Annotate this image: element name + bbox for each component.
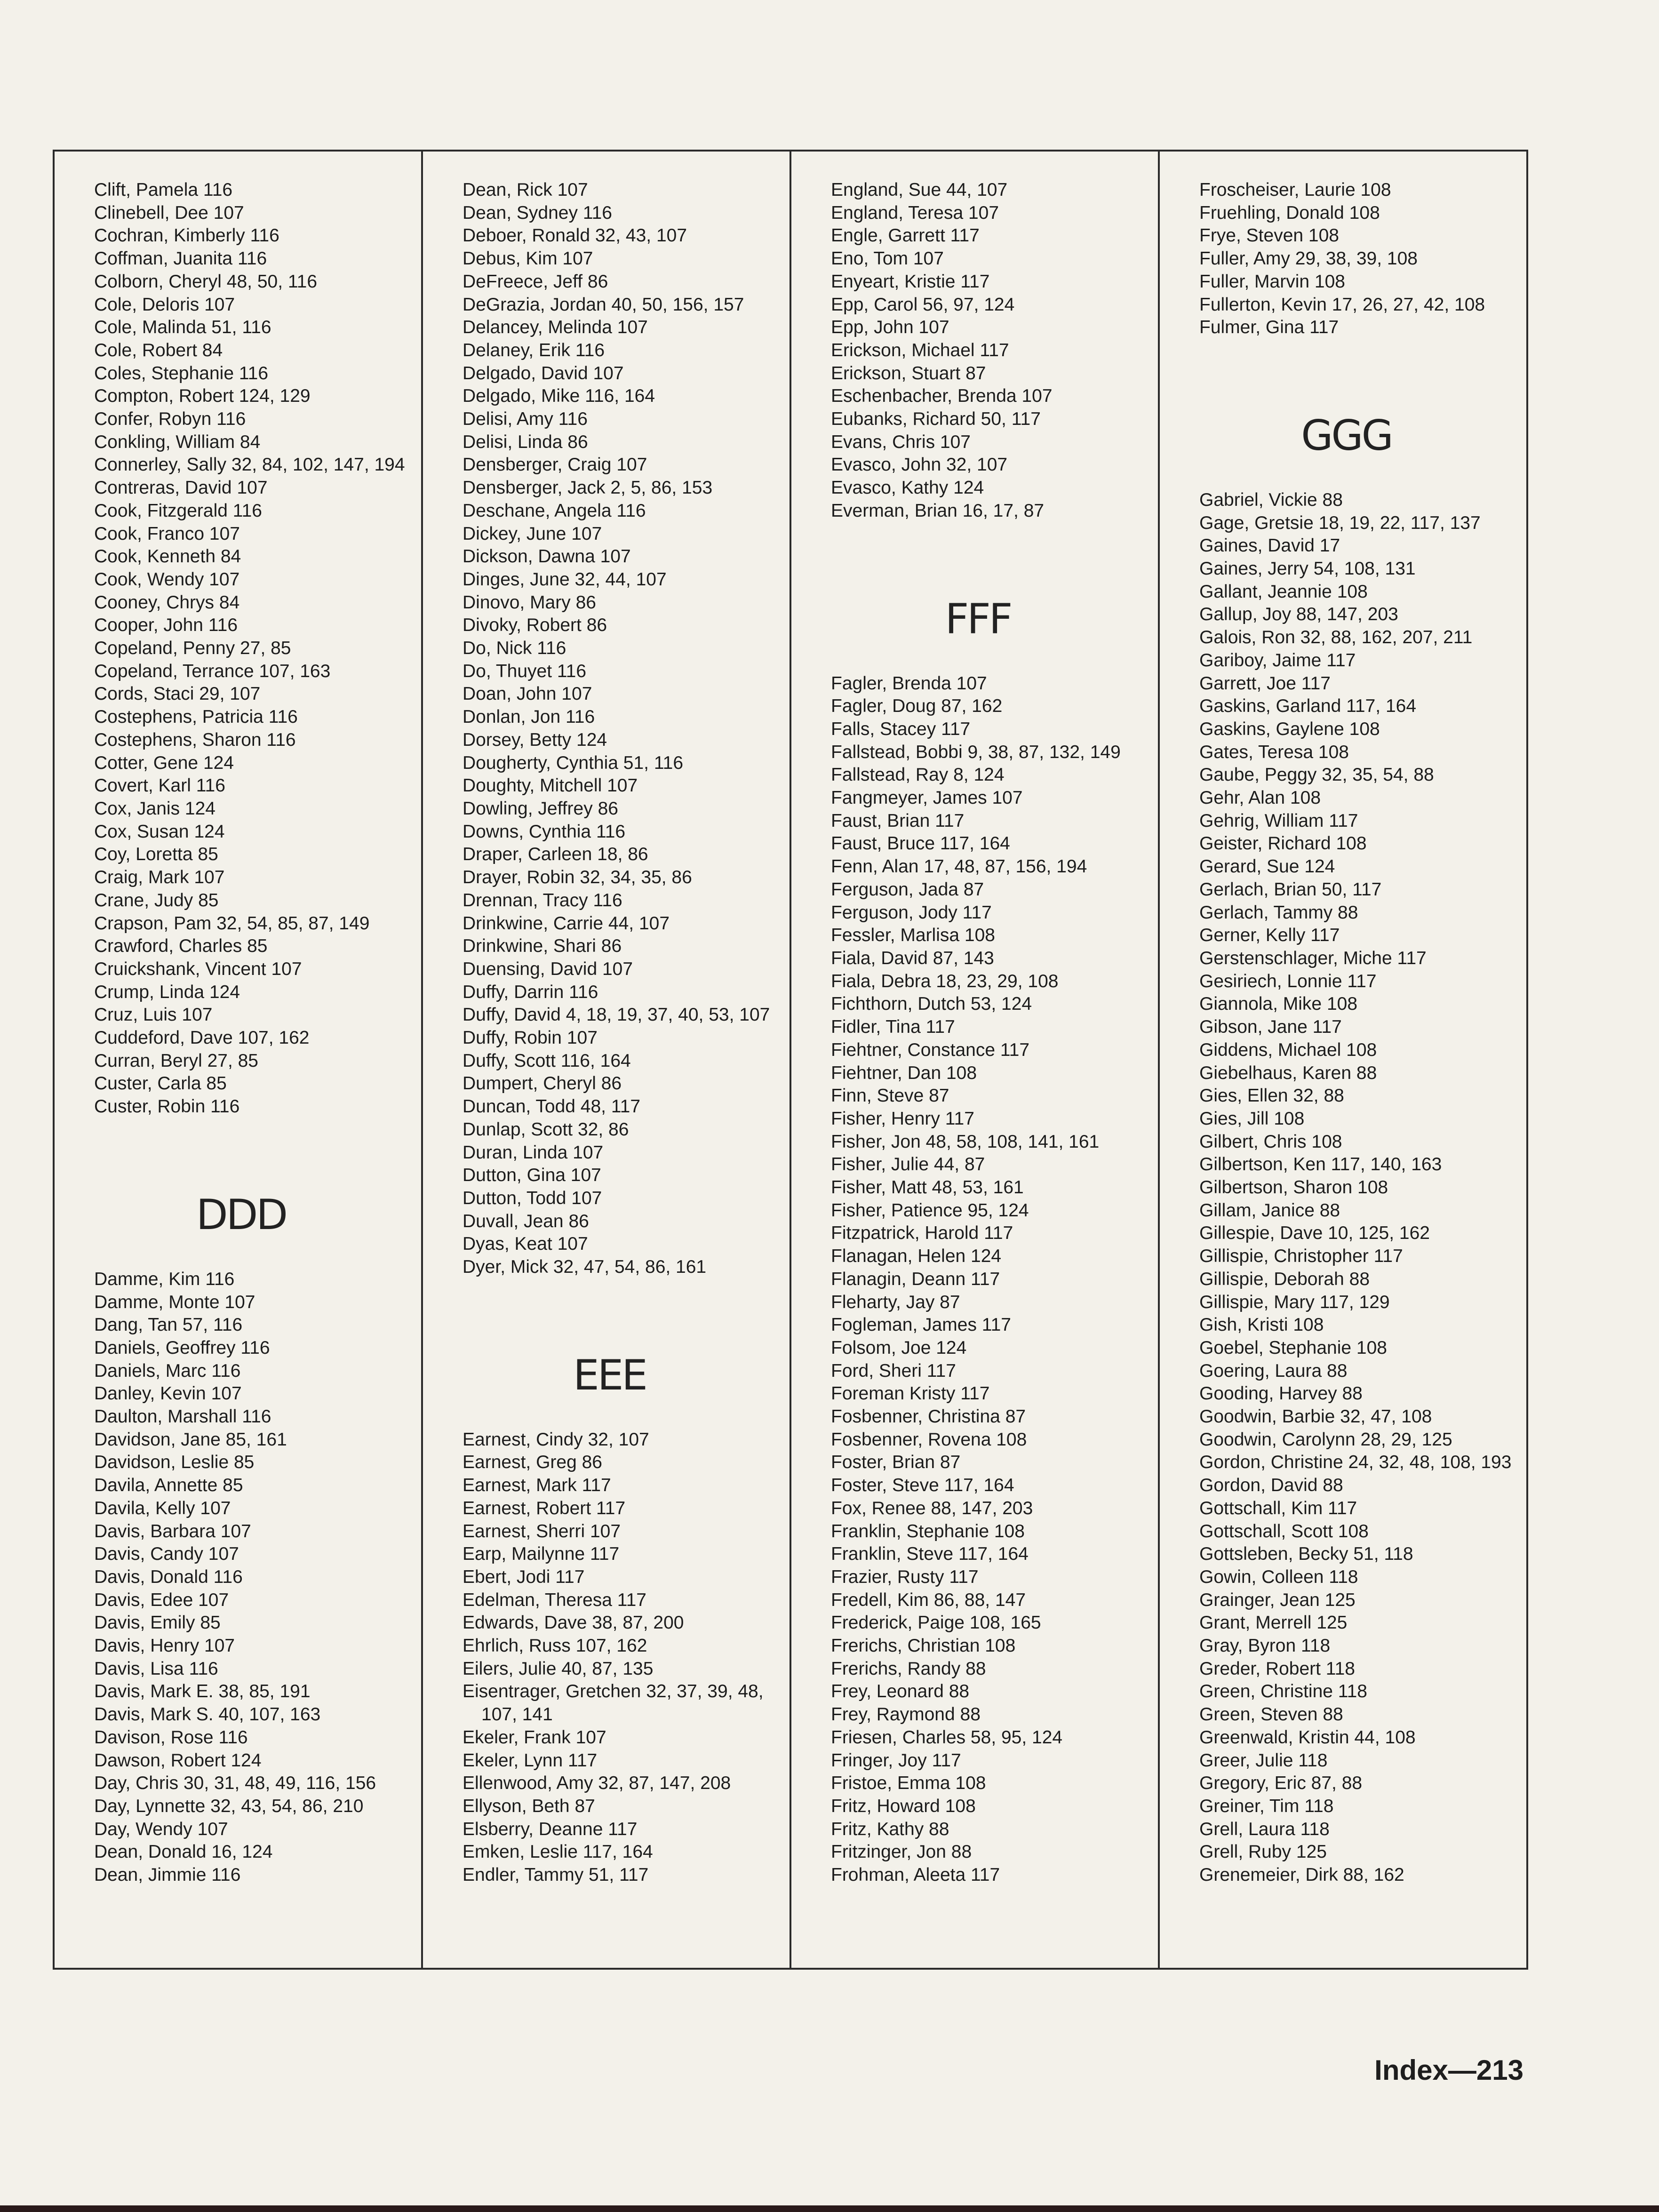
index-entry: Gariboy, Jaime 117 <box>1199 650 1356 671</box>
index-entry: Davis, Emily 85 <box>94 1613 221 1633</box>
index-entry: Curran, Beryl 27, 85 <box>94 1050 259 1071</box>
letter-heading: EEE <box>573 1350 646 1399</box>
index-entry: Erickson, Michael 117 <box>831 340 1009 360</box>
index-entry: Fessler, Marlisa 108 <box>831 925 995 946</box>
index-entry: Day, Wendy 107 <box>94 1819 228 1839</box>
index-entry: Frerichs, Christian 108 <box>831 1636 1016 1656</box>
index-entry: Finn, Steve 87 <box>831 1086 949 1106</box>
index-entry: Giannola, Mike 108 <box>1199 994 1358 1014</box>
index-entry: Earnest, Robert 117 <box>463 1498 626 1518</box>
index-entry: Eilers, Julie 40, 87, 135 <box>463 1658 654 1679</box>
index-entry: Gowin, Colleen 118 <box>1199 1566 1358 1587</box>
index-entry: Grenemeier, Dirk 88, 162 <box>1199 1865 1404 1885</box>
index-entry: Frazier, Rusty 117 <box>831 1566 979 1587</box>
index-entry: Doan, John 107 <box>463 684 592 704</box>
index-entry: Fleharty, Jay 87 <box>831 1292 960 1312</box>
index-entry: Ferguson, Jody 117 <box>831 902 992 923</box>
index-entry: Davidson, Jane 85, 161 <box>94 1429 287 1450</box>
index-entry: Fuller, Amy 29, 38, 39, 108 <box>1199 248 1418 269</box>
index-entry: DeGrazia, Jordan 40, 50, 156, 157 <box>463 294 744 315</box>
index-entry: Dougherty, Cynthia 51, 116 <box>463 752 684 773</box>
index-entry: Crawford, Charles 85 <box>94 936 268 957</box>
index-entry: Fisher, Jon 48, 58, 108, 141, 161 <box>831 1131 1100 1152</box>
index-entry: Garrett, Joe 117 <box>1199 673 1331 694</box>
index-entry: Frey, Leonard 88 <box>831 1681 970 1702</box>
index-entry: Dean, Rick 107 <box>463 180 588 200</box>
index-entry: Gooding, Harvey 88 <box>1199 1383 1363 1404</box>
index-entry: Gerlach, Brian 50, 117 <box>1199 879 1382 900</box>
index-entry: Fichthorn, Dutch 53, 124 <box>831 994 1032 1014</box>
index-entry: Fiala, David 87, 143 <box>831 948 994 968</box>
index-entry: Ehrlich, Russ 107, 162 <box>463 1636 647 1656</box>
index-entry: Fullerton, Kevin 17, 26, 27, 42, 108 <box>1199 294 1485 315</box>
index-entry: Dutton, Gina 107 <box>463 1165 601 1186</box>
index-entry: Daulton, Marshall 116 <box>94 1406 271 1427</box>
index-entry: Duran, Linda 107 <box>463 1142 604 1163</box>
index-entry: Duffy, Scott 116, 164 <box>463 1050 631 1071</box>
index-entry: Cook, Wendy 107 <box>94 569 240 590</box>
index-entry: Confer, Robyn 116 <box>94 409 246 430</box>
index-entry: Davis, Mark E. 38, 85, 191 <box>94 1681 311 1702</box>
index-entry: Cords, Staci 29, 107 <box>94 684 261 704</box>
index-entry: DeFreece, Jeff 86 <box>463 271 608 292</box>
index-entry: Delisi, Amy 116 <box>463 409 588 430</box>
index-entry: Duncan, Todd 48, 117 <box>463 1096 641 1117</box>
index-entry: Gillespie, Dave 10, 125, 162 <box>1199 1223 1430 1244</box>
index-entry: Damme, Kim 116 <box>94 1269 235 1289</box>
index-entry: Goering, Laura 88 <box>1199 1360 1348 1381</box>
index-entry: England, Teresa 107 <box>831 202 999 223</box>
index-entry: Coffman, Juanita 116 <box>94 248 267 269</box>
index-entry: Drennan, Tracy 116 <box>463 890 622 910</box>
index-entry: Donlan, Jon 116 <box>463 707 595 727</box>
index-entry: Davis, Henry 107 <box>94 1636 235 1656</box>
index-entry: Grant, Merrell 125 <box>1199 1613 1348 1633</box>
index-entry: Gaskins, Garland 117, 164 <box>1199 696 1417 717</box>
index-entry: Dyer, Mick 32, 47, 54, 86, 161 <box>463 1257 707 1278</box>
index-entry: Gillispie, Deborah 88 <box>1199 1269 1370 1289</box>
index-entry: Emken, Leslie 117, 164 <box>463 1842 653 1862</box>
index-entry: Costephens, Patricia 116 <box>94 707 298 727</box>
index-entry: Davila, Kelly 107 <box>94 1498 231 1518</box>
index-entry: Fristoe, Emma 108 <box>831 1773 986 1794</box>
index-entry: Day, Lynnette 32, 43, 54, 86, 210 <box>94 1796 364 1816</box>
index-entry: Day, Chris 30, 31, 48, 49, 116, 156 <box>94 1773 376 1794</box>
index-entry: Earp, Mailynne 117 <box>463 1544 620 1565</box>
index-entry: Dowling, Jeffrey 86 <box>463 798 618 819</box>
index-entry: Eisentrager, Gretchen 32, 37, 39, 48, 107, 141 <box>463 1681 764 1725</box>
index-entry: Cotter, Gene 124 <box>94 752 234 773</box>
index-entry: Conkling, William 84 <box>94 431 261 452</box>
index-entry: Duvall, Jean 86 <box>463 1211 589 1231</box>
index-entry: Craig, Mark 107 <box>94 867 225 888</box>
index-entry: Ford, Sheri 117 <box>831 1360 956 1381</box>
index-entry: Green, Christine 118 <box>1199 1681 1367 1702</box>
index-entry: Evasco, Kathy 124 <box>831 478 984 498</box>
index-entry: Deschane, Angela 116 <box>463 500 646 521</box>
index-entry: Do, Nick 116 <box>463 638 566 659</box>
index-entry: Gallant, Jeannie 108 <box>1199 581 1368 602</box>
index-table <box>53 150 1528 1970</box>
index-entry: Earnest, Cindy 32, 107 <box>463 1429 649 1450</box>
index-entry: Fallstead, Ray 8, 124 <box>831 765 1005 785</box>
index-entry: Frye, Steven 108 <box>1199 225 1339 246</box>
index-entry: Flanagan, Helen 124 <box>831 1246 1002 1267</box>
index-entry: Goodwin, Barbie 32, 47, 108 <box>1199 1406 1432 1427</box>
index-entry: Giebelhaus, Karen 88 <box>1199 1062 1377 1083</box>
index-entry: Fallstead, Bobbi 9, 38, 87, 132, 149 <box>831 742 1121 762</box>
index-entry: Densberger, Jack 2, 5, 86, 153 <box>463 478 713 498</box>
index-entry: Earnest, Greg 86 <box>463 1452 602 1473</box>
index-entry: Gaube, Peggy 32, 35, 54, 88 <box>1199 765 1434 785</box>
index-entry: Fritz, Kathy 88 <box>831 1819 949 1839</box>
index-entry: Elsberry, Deanne 117 <box>463 1819 638 1839</box>
index-entry: Faust, Bruce 117, 164 <box>831 833 1010 854</box>
index-entry: Copeland, Penny 27, 85 <box>94 638 291 659</box>
index-entry: Cruickshank, Vincent 107 <box>94 958 302 979</box>
index-entry: Fenn, Alan 17, 48, 87, 156, 194 <box>831 856 1087 877</box>
index-entry: Froscheiser, Laurie 108 <box>1199 180 1391 200</box>
index-entry: Frey, Raymond 88 <box>831 1704 981 1725</box>
index-entry: Fogleman, James 117 <box>831 1315 1011 1335</box>
index-entry: Franklin, Steve 117, 164 <box>831 1544 1029 1565</box>
index-entry: Earnest, Sherri 107 <box>463 1521 621 1541</box>
index-entry: Debus, Kim 107 <box>463 248 593 269</box>
index-entry: Gillispie, Christopher 117 <box>1199 1246 1403 1267</box>
index-entry: Dorsey, Betty 124 <box>463 729 607 750</box>
index-entry: Ellenwood, Amy 32, 87, 147, 208 <box>463 1773 731 1794</box>
index-entry: Eno, Tom 107 <box>831 248 944 269</box>
index-entry: Delaney, Erik 116 <box>463 340 605 360</box>
scan-edge <box>0 2205 1659 2212</box>
index-entry: Gies, Ellen 32, 88 <box>1199 1086 1344 1106</box>
index-entry: Gray, Byron 118 <box>1199 1636 1331 1656</box>
index-entry: Franklin, Stephanie 108 <box>831 1521 1025 1541</box>
index-entry: Fisher, Patience 95, 124 <box>831 1200 1029 1221</box>
letter-heading: DDD <box>196 1190 287 1239</box>
index-entry: Davila, Annette 85 <box>94 1475 243 1496</box>
index-entry: Fruehling, Donald 108 <box>1199 202 1380 223</box>
index-entry: Greer, Julie 118 <box>1199 1750 1328 1771</box>
index-entry: Davison, Rose 116 <box>94 1727 248 1748</box>
index-entry: Davis, Barbara 107 <box>94 1521 251 1541</box>
index-entry: Gerner, Kelly 117 <box>1199 925 1340 946</box>
index-entry: Gordon, Christine 24, 32, 48, 108, 193 <box>1199 1452 1512 1473</box>
index-entry: Cruz, Luis 107 <box>94 1005 213 1025</box>
index-entry: Copeland, Terrance 107, 163 <box>94 661 331 681</box>
index-entry: Costephens, Sharon 116 <box>94 729 296 750</box>
index-entry: Duffy, Darrin 116 <box>463 982 598 1002</box>
index-entry: Dinovo, Mary 86 <box>463 592 596 613</box>
index-entry: Gaines, David 17 <box>1199 535 1340 556</box>
index-entry: Divoky, Robert 86 <box>463 615 607 636</box>
index-entry: Ekeler, Frank 107 <box>463 1727 606 1748</box>
index-entry: Evasco, John 32, 107 <box>831 455 1008 475</box>
index-entry: Cochran, Kimberly 116 <box>94 225 279 246</box>
index-entry: Duffy, David 4, 18, 19, 37, 40, 53, 107 <box>463 1005 770 1025</box>
index-entry: Fisher, Julie 44, 87 <box>831 1154 985 1175</box>
index-entry: Doughty, Mitchell 107 <box>463 775 638 796</box>
index-entry: Gilbert, Chris 108 <box>1199 1131 1342 1152</box>
index-entry: Everman, Brian 16, 17, 87 <box>831 500 1045 521</box>
index-entry: Cook, Kenneth 84 <box>94 546 241 567</box>
page-folio: Index—213 <box>1374 2054 1523 2086</box>
index-entry: Dinges, June 32, 44, 107 <box>463 569 667 590</box>
index-entry: Frerichs, Randy 88 <box>831 1658 986 1679</box>
index-entry: Do, Thuyet 116 <box>463 661 587 681</box>
index-entry: Gottschall, Scott 108 <box>1199 1521 1369 1541</box>
index-entry: Enyeart, Kristie 117 <box>831 271 990 292</box>
index-entry: Gehr, Alan 108 <box>1199 788 1321 808</box>
index-entry: Fritzinger, Jon 88 <box>831 1842 972 1862</box>
index-entry: Goebel, Stephanie 108 <box>1199 1337 1387 1358</box>
index-entry: Coy, Loretta 85 <box>94 844 218 865</box>
index-entry: Erickson, Stuart 87 <box>831 363 986 383</box>
index-entry: Dyas, Keat 107 <box>463 1234 588 1254</box>
index-entry: Gaines, Jerry 54, 108, 131 <box>1199 559 1416 579</box>
index-entry: Gottsleben, Becky 51, 118 <box>1199 1544 1413 1565</box>
index-entry: Gage, Gretsie 18, 19, 22, 117, 137 <box>1199 512 1481 533</box>
index-entry: Drinkwine, Carrie 44, 107 <box>463 913 670 934</box>
index-entry: Gish, Kristi 108 <box>1199 1315 1324 1335</box>
index-entry: Epp, John 107 <box>831 317 949 338</box>
index-entry: Fagler, Brenda 107 <box>831 673 987 694</box>
index-entry: Daniels, Marc 116 <box>94 1360 241 1381</box>
index-column-1 <box>55 152 423 1968</box>
index-entry: Cox, Susan 124 <box>94 821 225 842</box>
index-entry: Evans, Chris 107 <box>831 431 971 452</box>
index-entry: Fringer, Joy 117 <box>831 1750 961 1771</box>
index-entry: Fritz, Howard 108 <box>831 1796 976 1816</box>
index-entry: Goodwin, Carolynn 28, 29, 125 <box>1199 1429 1452 1450</box>
letter-heading: GGG <box>1301 411 1392 460</box>
index-entry: Falls, Stacey 117 <box>831 719 971 739</box>
index-entry: Fosbenner, Rovena 108 <box>831 1429 1027 1450</box>
index-entry: Ferguson, Jada 87 <box>831 879 984 900</box>
index-column-3 <box>791 152 1160 1968</box>
index-entry: Fox, Renee 88, 147, 203 <box>831 1498 1033 1518</box>
index-entry: Gordon, David 88 <box>1199 1475 1343 1496</box>
index-entry: Grell, Ruby 125 <box>1199 1842 1327 1862</box>
index-entry: Gerlach, Tammy 88 <box>1199 902 1358 923</box>
index-entry: Cole, Malinda 51, 116 <box>94 317 271 338</box>
index-entry: Flanagin, Deann 117 <box>831 1269 1000 1289</box>
index-entry: Gregory, Eric 87, 88 <box>1199 1773 1363 1794</box>
index-entry: Dickson, Dawna 107 <box>463 546 631 567</box>
index-entry: Duensing, David 107 <box>463 958 633 979</box>
index-entry: Eubanks, Richard 50, 117 <box>831 409 1041 430</box>
index-entry: Cole, Deloris 107 <box>94 294 235 315</box>
index-entry: Gates, Teresa 108 <box>1199 742 1349 762</box>
index-entry: Delisi, Linda 86 <box>463 431 588 452</box>
index-entry: Ebert, Jodi 117 <box>463 1566 585 1587</box>
index-entry: Gallup, Joy 88, 147, 203 <box>1199 604 1398 625</box>
index-entry: Deboer, Ronald 32, 43, 107 <box>463 225 687 246</box>
index-entry: Foster, Steve 117, 164 <box>831 1475 1014 1496</box>
index-entry: Drayer, Robin 32, 34, 35, 86 <box>463 867 692 888</box>
index-entry: Cole, Robert 84 <box>94 340 223 360</box>
index-entry: Greiner, Tim 118 <box>1199 1796 1334 1816</box>
index-entry: Ellyson, Beth 87 <box>463 1796 595 1816</box>
index-entry: Clinebell, Dee 107 <box>94 202 244 223</box>
index-entry: Cooper, John 116 <box>94 615 238 636</box>
index-entry: Delgado, Mike 116, 164 <box>463 386 655 407</box>
index-entry: Crane, Judy 85 <box>94 890 219 910</box>
index-entry: Cooney, Chrys 84 <box>94 592 240 613</box>
index-entry: Drinkwine, Shari 86 <box>463 936 622 957</box>
index-entry: Compton, Robert 124, 129 <box>94 386 311 407</box>
index-entry: Fangmeyer, James 107 <box>831 788 1023 808</box>
letter-heading: FFF <box>945 594 1011 643</box>
index-entry: Engle, Garrett 117 <box>831 225 980 246</box>
index-column-2 <box>423 152 791 1968</box>
index-entry: Davidson, Leslie 85 <box>94 1452 255 1473</box>
index-entry: Gabriel, Vickie 88 <box>1199 489 1343 510</box>
index-entry: Cox, Janis 124 <box>94 798 215 819</box>
index-entry: Edelman, Theresa 117 <box>463 1589 646 1610</box>
index-entry: Duffy, Robin 107 <box>463 1028 598 1048</box>
index-entry: Davis, Candy 107 <box>94 1544 239 1565</box>
index-entry: Gehrig, William 117 <box>1199 810 1358 831</box>
index-entry: Faust, Brian 117 <box>831 810 965 831</box>
index-entry: Fredell, Kim 86, 88, 147 <box>831 1589 1026 1610</box>
index-entry: Grell, Laura 118 <box>1199 1819 1330 1839</box>
index-entry: Fiala, Debra 18, 23, 29, 108 <box>831 971 1059 991</box>
index-entry: Fuller, Marvin 108 <box>1199 271 1345 292</box>
index-entry: Gesiriech, Lonnie 117 <box>1199 971 1377 991</box>
index-entry: Delancey, Melinda 107 <box>463 317 648 338</box>
index-entry: Fiehtner, Constance 117 <box>831 1039 1030 1060</box>
index-entry: Dutton, Todd 107 <box>463 1188 602 1208</box>
index-entry: Galois, Ron 32, 88, 162, 207, 211 <box>1199 627 1473 648</box>
index-entry: Danley, Kevin 107 <box>94 1383 242 1404</box>
index-entry: Earnest, Mark 117 <box>463 1475 611 1496</box>
index-entry: Fulmer, Gina 117 <box>1199 317 1339 338</box>
index-entry: Daniels, Geoffrey 116 <box>94 1337 270 1358</box>
index-entry: Foreman Kristy 117 <box>831 1383 990 1404</box>
index-entry: Eschenbacher, Brenda 107 <box>831 386 1053 407</box>
index-entry: Friesen, Charles 58, 95, 124 <box>831 1727 1063 1748</box>
index-entry: Clift, Pamela 116 <box>94 180 233 200</box>
index-entry: Covert, Karl 116 <box>94 775 225 796</box>
index-entry: Foster, Brian 87 <box>831 1452 961 1473</box>
index-entry: Fisher, Matt 48, 53, 161 <box>831 1177 1024 1198</box>
index-entry: Gilbertson, Sharon 108 <box>1199 1177 1388 1198</box>
index-entry: Davis, Lisa 116 <box>94 1658 218 1679</box>
index-entry: Frederick, Paige 108, 165 <box>831 1613 1041 1633</box>
index-entry: Dean, Jimmie 116 <box>94 1865 241 1885</box>
index-entry: Fisher, Henry 117 <box>831 1108 974 1129</box>
index-entry: Greder, Robert 118 <box>1199 1658 1355 1679</box>
index-entry: Folsom, Joe 124 <box>831 1337 967 1358</box>
index-entry: Green, Steven 88 <box>1199 1704 1343 1725</box>
index-entry: Gilbertson, Ken 117, 140, 163 <box>1199 1154 1442 1175</box>
index-entry: Colborn, Cheryl 48, 50, 116 <box>94 271 318 292</box>
index-entry: Densberger, Craig 107 <box>463 455 647 475</box>
index-entry: Dang, Tan 57, 116 <box>94 1315 243 1335</box>
index-entry: Gies, Jill 108 <box>1199 1108 1305 1129</box>
index-entry: Ekeler, Lynn 117 <box>463 1750 598 1771</box>
index-entry: Fidler, Tina 117 <box>831 1017 955 1038</box>
index-entry: Grainger, Jean 125 <box>1199 1589 1356 1610</box>
index-entry: England, Sue 44, 107 <box>831 180 1008 200</box>
index-entry: Dunlap, Scott 32, 86 <box>463 1119 629 1140</box>
index-entry: Dickey, June 107 <box>463 523 602 544</box>
index-entry: Dumpert, Cheryl 86 <box>463 1073 622 1094</box>
index-entry: Connerley, Sally 32, 84, 102, 147, 194 <box>94 455 405 475</box>
index-entry: Cook, Fitzgerald 116 <box>94 500 262 521</box>
index-entry: Dean, Sydney 116 <box>463 202 612 223</box>
index-column-4 <box>1160 152 1526 1968</box>
index-entry: Gibson, Jane 117 <box>1199 1017 1342 1038</box>
index-entry: Damme, Monte 107 <box>94 1292 255 1312</box>
index-entry: Epp, Carol 56, 97, 124 <box>831 294 1015 315</box>
index-entry: Coles, Stephanie 116 <box>94 363 269 383</box>
index-entry: Crapson, Pam 32, 54, 85, 87, 149 <box>94 913 370 934</box>
index-entry: Greenwald, Kristin 44, 108 <box>1199 1727 1416 1748</box>
index-entry: Fosbenner, Christina 87 <box>831 1406 1026 1427</box>
index-entry: Davis, Edee 107 <box>94 1589 229 1610</box>
index-entry: Gerard, Sue 124 <box>1199 856 1335 877</box>
index-entry: Gerstenschlager, Miche 117 <box>1199 948 1427 968</box>
index-entry: Davis, Donald 116 <box>94 1566 243 1587</box>
index-entry: Contreras, David 107 <box>94 478 268 498</box>
index-entry: Fitzpatrick, Harold 117 <box>831 1223 1013 1244</box>
index-entry: Crump, Linda 124 <box>94 982 240 1002</box>
index-entry: Custer, Carla 85 <box>94 1073 227 1094</box>
index-entry: Dean, Donald 16, 124 <box>94 1842 273 1862</box>
index-entry: Fiehtner, Dan 108 <box>831 1062 977 1083</box>
index-entry: Giddens, Michael 108 <box>1199 1039 1377 1060</box>
index-entry: Geister, Richard 108 <box>1199 833 1367 854</box>
index-entry: Cuddeford, Dave 107, 162 <box>94 1028 310 1048</box>
index-entry: Cook, Franco 107 <box>94 523 240 544</box>
index-entry: Endler, Tammy 51, 117 <box>463 1865 649 1885</box>
index-entry: Delgado, David 107 <box>463 363 624 383</box>
index-entry: Gaskins, Gaylene 108 <box>1199 719 1380 739</box>
index-entry: Dawson, Robert 124 <box>94 1750 262 1771</box>
index-entry: Downs, Cynthia 116 <box>463 821 626 842</box>
index-entry: Frohman, Aleeta 117 <box>831 1865 1000 1885</box>
index-entry: Davis, Mark S. 40, 107, 163 <box>94 1704 321 1725</box>
index-entry: Draper, Carleen 18, 86 <box>463 844 648 865</box>
index-entry: Edwards, Dave 38, 87, 200 <box>463 1613 684 1633</box>
index-entry: Gillispie, Mary 117, 129 <box>1199 1292 1390 1312</box>
index-entry: Fagler, Doug 87, 162 <box>831 696 1003 717</box>
index-entry: Custer, Robin 116 <box>94 1096 240 1117</box>
index-entry: Gottschall, Kim 117 <box>1199 1498 1357 1518</box>
index-entry: Gillam, Janice 88 <box>1199 1200 1340 1221</box>
